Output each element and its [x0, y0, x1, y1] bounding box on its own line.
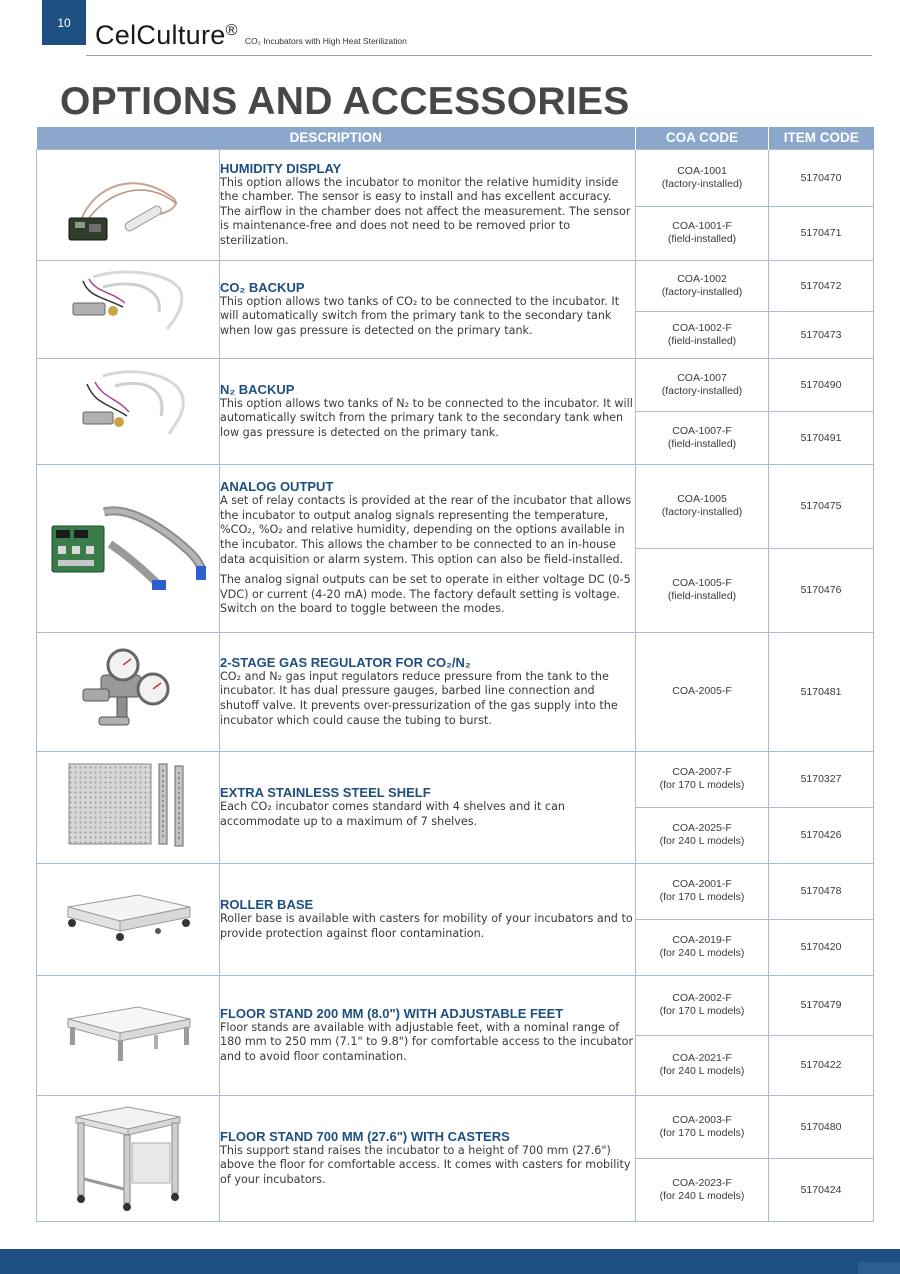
item-code: 5170422 — [769, 1035, 874, 1095]
product-description — [220, 260, 636, 358]
header-divider — [86, 55, 872, 56]
product-description — [220, 632, 636, 751]
product-image-cell — [37, 260, 220, 358]
registered-mark: ® — [225, 22, 238, 39]
coa-code-cell — [636, 548, 769, 632]
gas-regulator-icon — [73, 645, 183, 735]
coa-code-cell — [636, 919, 769, 975]
coa-code-cell — [636, 1158, 769, 1221]
product-title: FLOOR STAND 700 MM (27.6") WITH CASTERS — [220, 1128, 510, 1144]
product-text: CO₂ and N₂ gas input regulators reduce pressure from the tank to the incubator. It has dual pressure gauges, barbed line connection and shutoff valve. It prevents over-pressurization of the gas supply into the incubator which could cause the tubing to burst. — [220, 669, 618, 727]
item-code: 5170490 — [769, 358, 874, 411]
product-text: This option allows the incubator to monitor the relative humidity inside the chamber. The sensor is easy to install and has excellent accuracy. The airflow in the chamber does not affect the measurement. The sensor is maintenance-free and does not need to be removed prior to sterilization. — [220, 175, 631, 247]
coa-code: COA-2021-F — [672, 1052, 732, 1064]
coa-note: (field-installed) — [667, 334, 737, 347]
coa-note: (for 170 L models) — [659, 1005, 745, 1017]
coa-note: (factory-installed) — [661, 506, 743, 518]
table-row — [37, 358, 874, 411]
coa-code: COA-1005-F — [672, 577, 732, 589]
item-code: 5170471 — [769, 206, 874, 260]
coa-note: (for 170 L models) — [659, 1126, 745, 1139]
product-title: FLOOR STAND 200 MM (8.0") WITH ADJUSTABLE FEET — [220, 1005, 564, 1021]
gas-backup-kit-icon — [63, 364, 193, 454]
coa-code: COA-2003-F — [672, 1113, 732, 1126]
coa-code-cell — [636, 632, 769, 751]
roller-base-icon — [58, 877, 198, 957]
product-image-cell — [37, 632, 220, 751]
brand-tagline: CO₂ Incubators with High Heat Sterilization — [244, 36, 407, 46]
coa-note: (field-installed) — [667, 233, 737, 245]
coa-note: (for 240 L models) — [659, 1189, 745, 1202]
coa-note: (for 170 L models) — [659, 779, 745, 791]
coa-note: (for 170 L models) — [659, 891, 745, 903]
table-header-row — [37, 127, 874, 149]
table-row — [37, 975, 874, 1035]
coa-code: COA-1001-F — [672, 220, 732, 232]
product-text: Roller base is available with casters for mobility of your incubators and to provide protection against floor contamination. — [220, 911, 633, 940]
coa-code: COA-1001 — [677, 164, 727, 177]
footer-tab — [858, 1262, 900, 1274]
product-text: This support stand raises the incubator to a height of 700 mm (27.6") above the floor for comfortable access. It comes with casters for mobility of your incubators. — [220, 1143, 631, 1186]
table-row — [37, 751, 874, 807]
column-header-description: DESCRIPTION — [37, 127, 636, 149]
coa-code-cell — [636, 206, 769, 260]
coa-code: COA-2023-F — [672, 1176, 732, 1189]
product-image-cell — [37, 751, 220, 863]
product-description — [220, 358, 636, 464]
coa-code: COA-1002-F — [672, 321, 732, 334]
product-image-cell — [37, 1095, 220, 1221]
table-row — [37, 260, 874, 311]
column-header-item-code: ITEM CODE — [769, 127, 874, 149]
coa-code: COA-1002 — [677, 272, 727, 285]
coa-note: (field-installed) — [667, 437, 737, 450]
coa-code-cell — [636, 358, 769, 411]
table-row — [37, 464, 874, 548]
accessories-table — [36, 127, 874, 1222]
floor-stand-icon — [58, 993, 198, 1073]
product-image-cell — [37, 149, 220, 260]
product-image-cell — [37, 975, 220, 1095]
coa-code-cell — [636, 411, 769, 464]
coa-code: COA-1007 — [677, 371, 727, 384]
table-row — [37, 632, 874, 751]
product-description — [220, 1095, 636, 1221]
product-description — [220, 975, 636, 1095]
coa-note: (for 240 L models) — [659, 1065, 745, 1077]
coa-code-cell — [636, 311, 769, 358]
gas-backup-kit-icon — [63, 267, 193, 347]
coa-code-cell — [636, 260, 769, 311]
item-code: 5170479 — [769, 975, 874, 1035]
coa-code: COA-2019-F — [672, 934, 732, 946]
coa-note: (for 240 L models) — [659, 835, 745, 847]
product-title: ANALOG OUTPUT — [220, 479, 334, 495]
tall-stand-icon — [68, 1101, 188, 1211]
product-image-cell — [37, 863, 220, 975]
table-row — [37, 149, 874, 206]
product-image-cell — [37, 358, 220, 464]
product-text: Each CO₂ incubator comes standard with 4 shelves and it can accommodate up to a maximum of 7 shelves. — [220, 799, 566, 828]
coa-code-cell — [636, 975, 769, 1035]
product-description — [220, 751, 636, 863]
humidity-sensor-icon — [63, 158, 193, 248]
product-text: This option allows two tanks of CO₂ to be connected to the incubator. It will automatically switch from the primary tank to the secondary tank when low gas pressure is detected on the primary tank. — [220, 294, 620, 337]
page-number: 10 — [42, 0, 86, 45]
product-title: HUMIDITY DISPLAY — [220, 160, 342, 176]
coa-note: (factory-installed) — [661, 384, 743, 397]
coa-code-cell — [636, 149, 769, 206]
product-title: EXTRA STAINLESS STEEL SHELF — [220, 784, 431, 800]
product-description — [220, 149, 636, 260]
coa-code-cell — [636, 1035, 769, 1095]
product-title: ROLLER BASE — [220, 896, 314, 912]
item-code: 5170478 — [769, 863, 874, 919]
coa-code-cell — [636, 807, 769, 863]
coa-code-cell — [636, 863, 769, 919]
perforated-shelf-icon — [63, 760, 193, 850]
coa-code: COA-2002-F — [672, 992, 732, 1004]
coa-code: COA-2025-F — [672, 822, 732, 834]
coa-code-cell — [636, 464, 769, 548]
product-text: Floor stands are available with adjustable feet, with a nominal range of 180 mm to 250 mm (7.1" to 9.8") for comfortable access to the incubator and to avoid floor contamination. — [220, 1020, 634, 1063]
coa-code-cell — [636, 1095, 769, 1158]
product-text: A set of relay contacts is provided at the rear of the incubator that allows the incubator to output analog signals representing the temperature, %CO₂, %O₂ and relative humidity, depending on the options available in the incubator. This allows the chamber to be connected to an in-house data acquisition or alarm system. This option can also be field-installed. — [220, 494, 632, 566]
item-code: 5170327 — [769, 751, 874, 807]
circuit-board-icon — [48, 496, 208, 596]
item-code: 5170473 — [769, 311, 874, 358]
product-image-cell — [37, 464, 220, 632]
coa-code: COA-2007-F — [672, 766, 732, 778]
item-code: 5170470 — [769, 149, 874, 206]
item-code: 5170481 — [769, 632, 874, 751]
brand-header — [95, 20, 407, 51]
item-code: 5170472 — [769, 260, 874, 311]
coa-code-cell — [636, 751, 769, 807]
coa-code: COA-2001-F — [672, 878, 732, 890]
table-row — [37, 863, 874, 919]
coa-code: COA-2005-F — [672, 685, 732, 697]
brand-name: CelCulture — [95, 20, 226, 50]
coa-note: (factory-installed) — [661, 285, 743, 298]
page-title: OPTIONS AND ACCESSORIES — [60, 80, 630, 123]
item-code: 5170480 — [769, 1095, 874, 1158]
item-code: 5170491 — [769, 411, 874, 464]
footer-bar — [0, 1249, 900, 1274]
item-code: 5170476 — [769, 548, 874, 632]
column-header-coa-code: COA CODE — [636, 127, 769, 149]
product-title: CO₂ BACKUP — [220, 279, 305, 295]
product-description — [220, 863, 636, 975]
item-code: 5170424 — [769, 1158, 874, 1221]
coa-code: COA-1007-F — [672, 424, 732, 437]
coa-note: (factory-installed) — [661, 177, 743, 190]
item-code: 5170420 — [769, 919, 874, 975]
item-code: 5170426 — [769, 807, 874, 863]
product-title: 2-STAGE GAS REGULATOR FOR CO₂/N₂ — [220, 654, 471, 670]
product-description — [220, 464, 636, 632]
product-text-extra: The analog signal outputs can be set to operate in either voltage DC (0-5 VDC) or current (4-20 mA) mode. The factory default setting is voltage. Switch on the board to toggle between the modes. — [220, 573, 631, 616]
coa-code: COA-1005 — [677, 493, 727, 505]
product-title: N₂ BACKUP — [220, 381, 295, 397]
product-text: This option allows two tanks of N₂ to be connected to the incubator. It will automatically switch from the primary tank to the secondary tank when low gas pressure is detected on the primary tank. — [220, 396, 633, 439]
table-row — [37, 1095, 874, 1158]
item-code: 5170475 — [769, 464, 874, 548]
coa-note: (field-installed) — [667, 590, 737, 602]
coa-note: (for 240 L models) — [659, 947, 745, 959]
